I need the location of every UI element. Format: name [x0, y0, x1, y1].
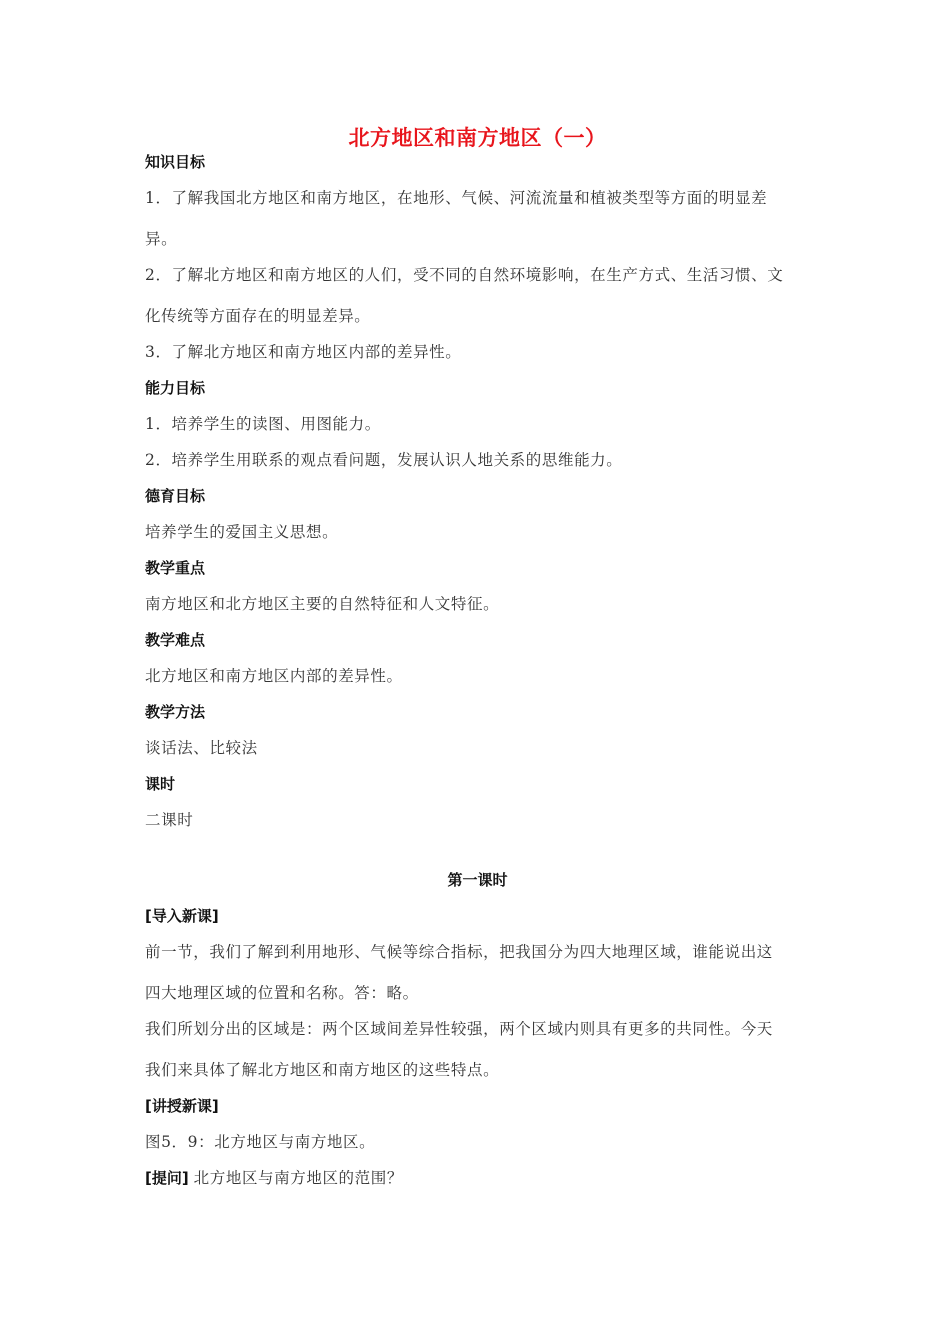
section-heading-difficulties: 教学难点	[145, 631, 206, 649]
section-heading-key-points: 教学重点	[145, 559, 206, 577]
periods-item: 二课时	[145, 811, 194, 829]
section-heading-ability: 能力目标	[145, 379, 206, 397]
key-points-item: 南方地区和北方地区主要的自然特征和人文特征。	[145, 595, 500, 613]
intro-label: [导入新课]	[145, 907, 219, 925]
knowledge-item-3: 3．了解北方地区和南方地区内部的差异性。	[145, 343, 462, 361]
intro-line-2: 四大地理区域的位置和名称。答：略。	[145, 984, 419, 1002]
question-text: 北方地区与南方地区的范围？	[193, 1169, 403, 1187]
question-line	[145, 1168, 403, 1188]
knowledge-item-1b: 异。	[145, 230, 178, 248]
question-label: [提问]	[145, 1169, 189, 1187]
teach-label: [讲授新课]	[145, 1097, 219, 1115]
section-heading-knowledge: 知识目标	[145, 153, 206, 171]
figure-reference: 图5．9：北方地区与南方地区。	[145, 1133, 376, 1151]
section-heading-moral: 德育目标	[145, 487, 206, 505]
lesson-heading: 第一课时	[447, 871, 508, 889]
text: 1．了解我国北方地区和南方地区，在地形、气候、河流流量和植被类型等方面的明显差	[145, 189, 768, 207]
ability-item-1: 1．培养学生的读图、用图能力。	[145, 415, 381, 433]
difficulties-item: 北方地区和南方地区内部的差异性。	[145, 667, 403, 685]
section-heading-periods: 课时	[145, 775, 176, 793]
knowledge-item-2b: 化传统等方面存在的明显差异。	[145, 307, 371, 325]
knowledge-item-2a: 2．了解北方地区和南方地区的人们，受不同的自然环境影响，在生产方式、生活习惯、文	[145, 266, 784, 284]
section-heading-methods: 教学方法	[145, 703, 206, 721]
ability-item-2: 2．培养学生用联系的观点看问题，发展认识人地关系的思维能力。	[145, 451, 623, 469]
intro-line-3: 我们所划分出的区域是：两个区域间差异性较强，两个区域内则具有更多的共同性。今天	[145, 1020, 773, 1038]
moral-item: 培养学生的爱国主义思想。	[145, 523, 339, 541]
document-title: 北方地区和南方地区（一）	[348, 126, 607, 150]
knowledge-item-1a	[145, 188, 767, 208]
methods-item: 谈话法、比较法	[145, 739, 258, 757]
intro-line-1: 前一节，我们了解到利用地形、气候等综合指标，把我国分为四大地理区域，谁能说出这	[145, 943, 773, 961]
intro-line-4: 我们来具体了解北方地区和南方地区的这些特点。	[145, 1061, 500, 1079]
